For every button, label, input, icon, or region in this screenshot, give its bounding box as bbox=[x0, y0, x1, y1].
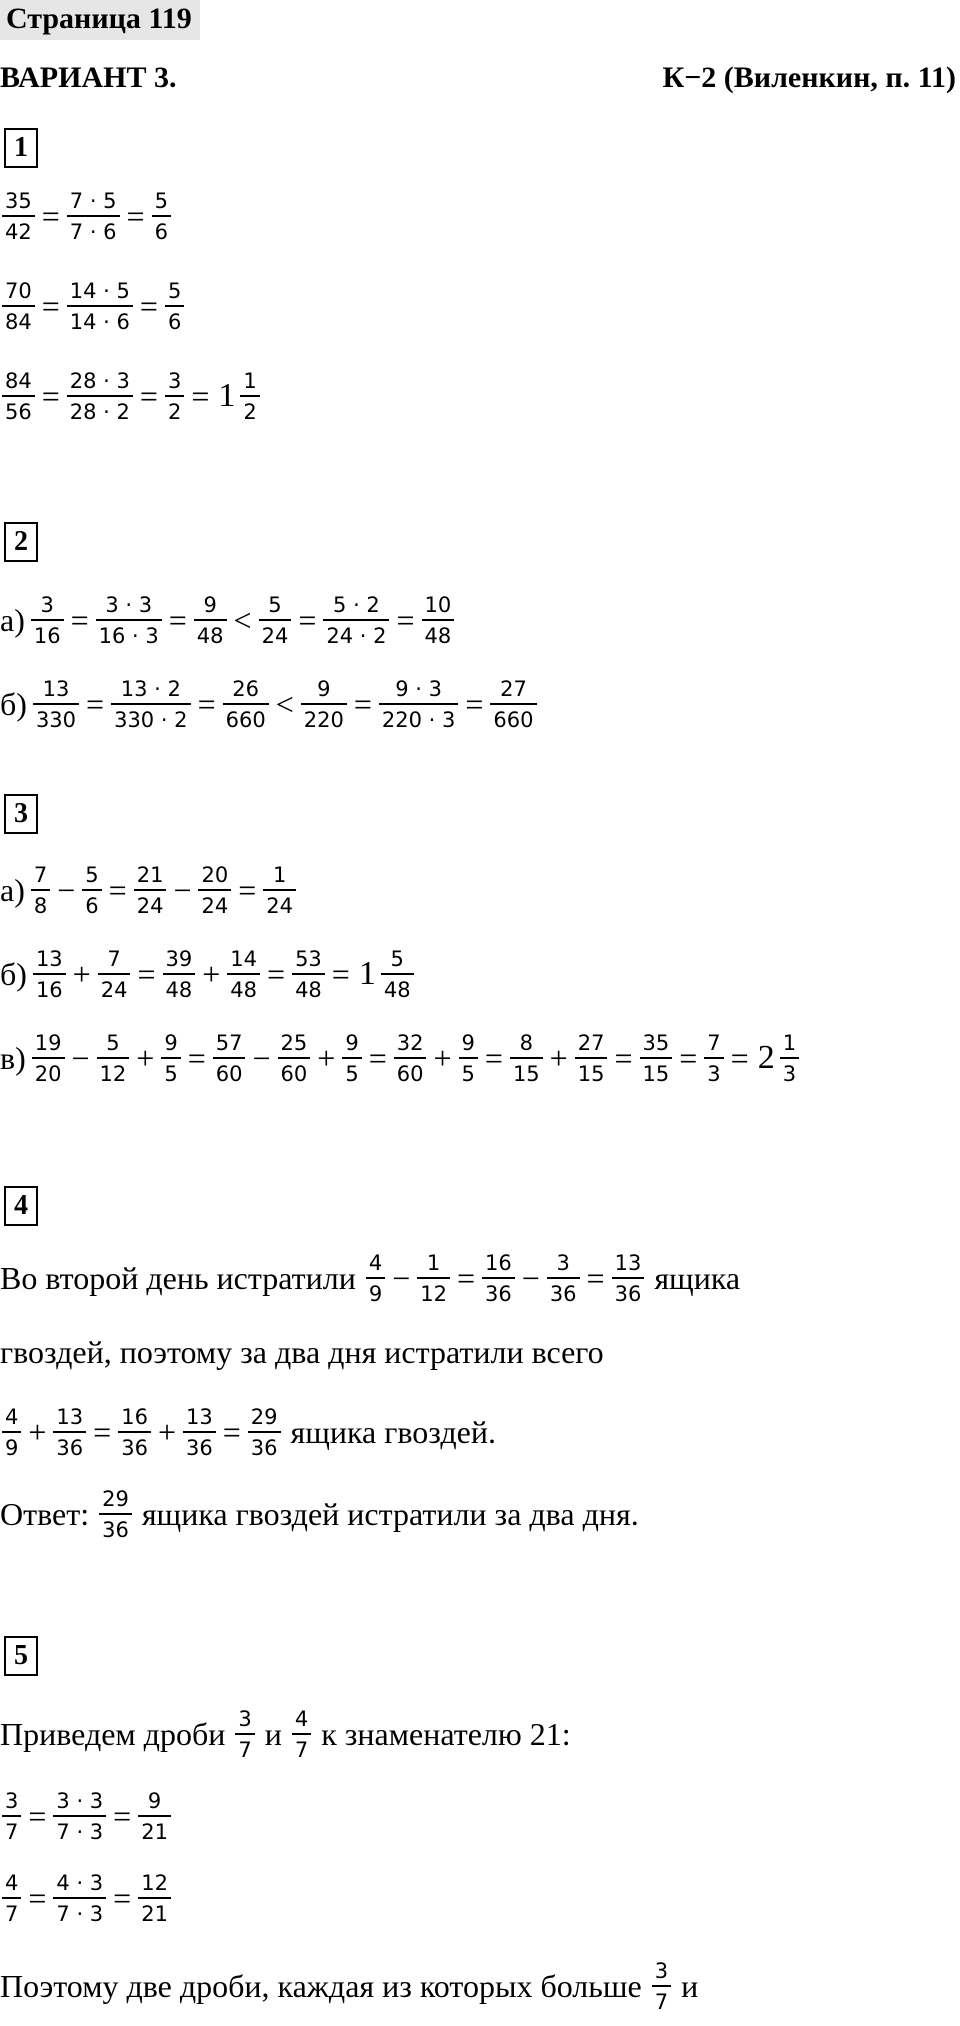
denominator: 12 bbox=[97, 1057, 130, 1087]
numerator: 70 bbox=[5, 278, 32, 303]
math-row bbox=[0, 356, 262, 436]
fraction bbox=[235, 1706, 254, 1763]
operator: = bbox=[187, 1039, 206, 1076]
operator: = bbox=[28, 1879, 47, 1916]
task-number-box: 4 bbox=[4, 1186, 38, 1226]
operator: = bbox=[484, 1039, 503, 1076]
numerator: 13 bbox=[35, 946, 63, 971]
math-row bbox=[0, 266, 186, 346]
operator: = bbox=[139, 287, 158, 324]
numerator: 5 bbox=[106, 1030, 120, 1055]
operator: = bbox=[396, 601, 415, 638]
fraction bbox=[2, 1788, 21, 1845]
text-fragment: ящика bbox=[646, 1259, 741, 1296]
denominator: 7 · 3 bbox=[53, 1897, 106, 1927]
denominator: 660 bbox=[223, 703, 269, 733]
denominator: 7 · 3 bbox=[53, 1815, 106, 1845]
text-row bbox=[0, 1946, 698, 2026]
operator: = bbox=[113, 1879, 132, 1916]
operator: − bbox=[71, 1039, 90, 1076]
fraction bbox=[53, 1870, 106, 1927]
numerator: 9 · 3 bbox=[395, 676, 442, 701]
operator: = bbox=[126, 197, 145, 234]
operator: + bbox=[202, 955, 221, 992]
fraction bbox=[417, 1250, 450, 1307]
item-label: б) bbox=[0, 955, 27, 992]
fraction bbox=[640, 1030, 673, 1087]
numerator: 7 bbox=[33, 862, 48, 887]
fraction bbox=[379, 676, 458, 733]
numerator: 13 · 2 bbox=[120, 676, 181, 701]
numerator: 3 bbox=[238, 1706, 252, 1731]
fraction bbox=[165, 368, 184, 425]
denominator: 48 bbox=[227, 973, 260, 1003]
text-fragment: ящика гвоздей. bbox=[282, 1413, 496, 1450]
numerator: 1 bbox=[272, 862, 287, 887]
math-row bbox=[0, 850, 298, 930]
operator: = bbox=[28, 1797, 47, 1834]
denominator: 12 bbox=[417, 1277, 450, 1307]
fraction bbox=[510, 1030, 543, 1087]
denominator: 20 bbox=[32, 1057, 65, 1087]
denominator: 5 bbox=[161, 1057, 180, 1087]
numerator: 5 bbox=[85, 862, 99, 887]
denominator: 330 · 2 bbox=[111, 703, 190, 733]
text-line: гвоздей, поэтому за два дня истратили всего bbox=[0, 1334, 604, 1370]
operator: + bbox=[433, 1039, 452, 1076]
operator: = bbox=[108, 871, 127, 908]
fraction bbox=[111, 676, 190, 733]
numerator: 20 bbox=[201, 862, 229, 887]
operator: = bbox=[191, 377, 210, 414]
text-fragment: и bbox=[256, 1715, 290, 1752]
denominator: 48 bbox=[422, 619, 455, 649]
numerator: 5 · 2 bbox=[333, 592, 380, 617]
operator: = bbox=[139, 377, 158, 414]
numerator: 3 bbox=[654, 1958, 669, 1983]
denominator: 3 bbox=[704, 1057, 723, 1087]
numerator: 1 bbox=[243, 368, 257, 393]
denominator: 9 bbox=[366, 1277, 385, 1307]
operator: − bbox=[521, 1259, 540, 1296]
denominator: 84 bbox=[2, 305, 35, 335]
numerator: 27 bbox=[577, 1030, 605, 1055]
math-row bbox=[0, 1776, 173, 1856]
fraction bbox=[138, 1870, 171, 1927]
numerator: 4 bbox=[294, 1706, 309, 1731]
numerator: 9 bbox=[147, 1788, 162, 1813]
numerator: 9 bbox=[203, 592, 217, 617]
fraction bbox=[490, 676, 536, 733]
numerator: 57 bbox=[215, 1030, 243, 1055]
denominator: 16 bbox=[33, 973, 66, 1003]
task-number-box: 3 bbox=[4, 794, 38, 834]
denominator: 36 bbox=[99, 1513, 132, 1543]
numerator: 13 bbox=[185, 1404, 213, 1429]
text-row bbox=[0, 1238, 740, 1318]
denominator: 24 bbox=[134, 889, 167, 919]
fraction bbox=[323, 592, 389, 649]
fraction bbox=[482, 1250, 515, 1307]
numerator: 35 bbox=[642, 1030, 670, 1055]
fraction bbox=[33, 946, 66, 1003]
fraction bbox=[96, 592, 162, 649]
operator: = bbox=[267, 955, 286, 992]
text-fragment: Ответ: bbox=[0, 1495, 98, 1532]
fraction bbox=[163, 946, 196, 1003]
fraction bbox=[422, 592, 455, 649]
numerator: 3 bbox=[40, 592, 54, 617]
numerator: 8 bbox=[519, 1030, 533, 1055]
operator: − bbox=[252, 1039, 271, 1076]
denominator: 8 bbox=[31, 889, 50, 919]
numerator: 9 bbox=[345, 1030, 359, 1055]
denominator: 36 bbox=[183, 1431, 216, 1461]
denominator: 5 bbox=[342, 1057, 361, 1087]
operator: + bbox=[549, 1039, 568, 1076]
fraction bbox=[223, 676, 269, 733]
numerator: 5 bbox=[390, 946, 404, 971]
numerator: 35 bbox=[5, 188, 32, 213]
fraction bbox=[198, 862, 231, 919]
numerator: 14 · 5 bbox=[69, 278, 130, 303]
numerator: 9 bbox=[164, 1030, 178, 1055]
numerator: 5 bbox=[154, 188, 168, 213]
fraction bbox=[259, 592, 292, 649]
fraction bbox=[381, 946, 414, 1003]
fraction bbox=[183, 1404, 216, 1461]
denominator: 21 bbox=[138, 1897, 171, 1927]
fraction bbox=[67, 278, 133, 335]
math-row bbox=[0, 580, 456, 660]
operator: = bbox=[70, 601, 89, 638]
denominator: 2 bbox=[165, 395, 184, 425]
numerator: 3 bbox=[5, 1788, 19, 1813]
operator: = bbox=[331, 955, 350, 992]
operator: = bbox=[41, 377, 60, 414]
numerator: 4 bbox=[368, 1250, 383, 1275]
operator: = bbox=[368, 1039, 387, 1076]
denominator: 56 bbox=[2, 395, 35, 425]
numerator: 39 bbox=[165, 946, 193, 971]
denominator: 7 bbox=[292, 1733, 311, 1763]
reference-title: К−2 (Виленкин, п. 11) bbox=[662, 61, 956, 94]
fraction bbox=[33, 676, 79, 733]
denominator: 6 bbox=[82, 889, 101, 919]
fraction bbox=[612, 1250, 645, 1307]
numerator: 27 bbox=[500, 676, 527, 701]
variant-title: ВАРИАНТ 3. bbox=[0, 61, 177, 94]
operator: + bbox=[157, 1413, 176, 1450]
fraction bbox=[134, 862, 167, 919]
numerator: 3 · 3 bbox=[105, 592, 153, 617]
operator: = bbox=[113, 1797, 132, 1834]
fraction bbox=[342, 1030, 361, 1087]
fraction bbox=[161, 1030, 180, 1087]
fraction bbox=[165, 278, 184, 335]
denominator: 15 bbox=[575, 1057, 608, 1087]
fraction bbox=[2, 278, 35, 335]
denominator: 7 · 6 bbox=[67, 215, 120, 245]
item-label: а) bbox=[0, 871, 25, 908]
task-number-box: 5 bbox=[4, 1636, 38, 1676]
denominator: 24 bbox=[198, 889, 231, 919]
operator: = bbox=[86, 685, 105, 722]
operator: = bbox=[41, 197, 60, 234]
denominator: 48 bbox=[292, 973, 325, 1003]
denominator: 28 · 2 bbox=[67, 395, 133, 425]
numerator: 13 bbox=[614, 1250, 642, 1275]
page-number-tag: Страница 119 bbox=[0, 0, 200, 40]
text-fragment: Приведем дроби bbox=[0, 1715, 234, 1752]
whole-part: 1 bbox=[358, 955, 376, 992]
numerator: 3 · 3 bbox=[56, 1788, 104, 1813]
operator: = bbox=[679, 1039, 698, 1076]
denominator: 5 bbox=[459, 1057, 478, 1087]
denominator: 60 bbox=[394, 1057, 427, 1087]
numerator: 16 bbox=[485, 1250, 512, 1275]
fraction bbox=[547, 1250, 580, 1307]
fraction bbox=[138, 1788, 171, 1845]
numerator: 53 bbox=[295, 946, 322, 971]
item-label: б) bbox=[0, 685, 27, 722]
denominator: 48 bbox=[194, 619, 227, 649]
fraction bbox=[152, 188, 171, 245]
fraction bbox=[652, 1958, 671, 2015]
fraction bbox=[278, 1030, 311, 1087]
fraction bbox=[227, 946, 260, 1003]
denominator: 36 bbox=[612, 1277, 645, 1307]
denominator: 6 bbox=[165, 305, 184, 335]
denominator: 7 bbox=[235, 1733, 254, 1763]
numerator: 16 bbox=[121, 1404, 148, 1429]
numerator: 28 · 3 bbox=[69, 368, 130, 393]
task-number-box: 1 bbox=[4, 128, 38, 168]
numerator: 7 · 5 bbox=[69, 188, 117, 213]
denominator: 24 · 2 bbox=[323, 619, 389, 649]
fraction bbox=[194, 592, 227, 649]
denominator: 7 bbox=[2, 1815, 21, 1845]
fraction bbox=[301, 676, 347, 733]
denominator: 42 bbox=[2, 215, 35, 245]
task-number-box: 2 bbox=[4, 522, 38, 562]
numerator: 13 bbox=[56, 1404, 84, 1429]
numerator: 4 · 3 bbox=[56, 1870, 104, 1895]
math-row bbox=[0, 1018, 801, 1098]
denominator: 15 bbox=[510, 1057, 543, 1087]
text-row bbox=[0, 1694, 571, 1774]
denominator: 21 bbox=[138, 1815, 171, 1845]
numerator: 1 bbox=[426, 1250, 441, 1275]
numerator: 9 bbox=[317, 676, 331, 701]
operator: − bbox=[57, 871, 76, 908]
text-fragment: Поэтому две дроби, каждая из которых больше bbox=[0, 1967, 650, 2004]
operator: + bbox=[317, 1039, 336, 1076]
denominator: 7 bbox=[652, 1985, 671, 2015]
fraction bbox=[2, 1870, 21, 1927]
denominator: 24 bbox=[259, 619, 292, 649]
denominator: 220 bbox=[301, 703, 347, 733]
denominator: 36 bbox=[248, 1431, 281, 1461]
operator: − bbox=[173, 871, 192, 908]
numerator: 13 bbox=[42, 676, 70, 701]
math-row bbox=[0, 1858, 173, 1938]
fraction bbox=[67, 368, 133, 425]
operator: = bbox=[298, 601, 317, 638]
answer-row bbox=[0, 1474, 639, 1554]
denominator: 60 bbox=[213, 1057, 246, 1087]
fraction bbox=[31, 592, 64, 649]
operator: = bbox=[353, 685, 372, 722]
denominator: 48 bbox=[381, 973, 414, 1003]
fraction bbox=[53, 1788, 106, 1845]
fraction bbox=[118, 1404, 151, 1461]
operator: = bbox=[586, 1259, 605, 1296]
denominator: 16 · 3 bbox=[96, 619, 162, 649]
fraction bbox=[31, 862, 50, 919]
numerator: 5 bbox=[268, 592, 282, 617]
operator: = bbox=[465, 685, 484, 722]
fraction bbox=[263, 862, 296, 919]
denominator: 36 bbox=[547, 1277, 580, 1307]
fraction bbox=[704, 1030, 723, 1087]
denominator: 330 bbox=[33, 703, 79, 733]
denominator: 6 bbox=[152, 215, 171, 245]
fraction bbox=[459, 1030, 478, 1087]
fraction bbox=[98, 946, 131, 1003]
operator: = bbox=[168, 601, 187, 638]
operator: = bbox=[41, 287, 60, 324]
text-fragment: ящика гвоздей истратили за два дня. bbox=[133, 1495, 639, 1532]
item-label: а) bbox=[0, 601, 25, 638]
fraction bbox=[240, 368, 259, 425]
operator: + bbox=[28, 1413, 47, 1450]
operator: = bbox=[456, 1259, 476, 1296]
fraction bbox=[292, 946, 325, 1003]
numerator: 29 bbox=[250, 1404, 278, 1429]
item-label: в) bbox=[0, 1039, 26, 1076]
denominator: 3 bbox=[780, 1057, 799, 1087]
text-fragment: к знаменателю 21: bbox=[313, 1715, 571, 1752]
denominator: 2 bbox=[240, 395, 259, 425]
fraction bbox=[2, 1404, 21, 1461]
denominator: 60 bbox=[278, 1057, 311, 1087]
fraction bbox=[366, 1250, 385, 1307]
denominator: 36 bbox=[118, 1431, 151, 1461]
fraction bbox=[213, 1030, 246, 1087]
operator: + bbox=[72, 955, 91, 992]
numerator: 32 bbox=[396, 1030, 424, 1055]
operator: < bbox=[275, 685, 294, 722]
whole-part: 1 bbox=[218, 377, 236, 414]
fraction bbox=[99, 1486, 132, 1543]
math-row bbox=[0, 1392, 496, 1472]
math-row bbox=[0, 176, 173, 256]
fraction bbox=[2, 368, 35, 425]
fraction bbox=[575, 1030, 608, 1087]
fraction bbox=[32, 1030, 65, 1087]
denominator: 36 bbox=[482, 1277, 515, 1307]
numerator: 29 bbox=[102, 1486, 129, 1511]
numerator: 3 bbox=[167, 368, 182, 393]
math-row bbox=[0, 934, 416, 1014]
fraction bbox=[82, 862, 101, 919]
numerator: 7 bbox=[707, 1030, 721, 1055]
numerator: 3 bbox=[556, 1250, 570, 1275]
denominator: 660 bbox=[490, 703, 536, 733]
numerator: 84 bbox=[5, 368, 32, 393]
operator: = bbox=[222, 1413, 241, 1450]
denominator: 16 bbox=[31, 619, 64, 649]
numerator: 25 bbox=[280, 1030, 308, 1055]
denominator: 7 bbox=[2, 1897, 21, 1927]
operator: = bbox=[137, 955, 156, 992]
fraction bbox=[53, 1404, 86, 1461]
operator: < bbox=[233, 601, 252, 638]
numerator: 26 bbox=[232, 676, 260, 701]
fraction bbox=[97, 1030, 130, 1087]
fraction bbox=[2, 188, 35, 245]
denominator: 24 bbox=[98, 973, 131, 1003]
denominator: 24 bbox=[263, 889, 296, 919]
operator: = bbox=[238, 871, 257, 908]
numerator: 5 bbox=[167, 278, 182, 303]
numerator: 4 bbox=[5, 1870, 19, 1895]
numerator: 12 bbox=[141, 1870, 168, 1895]
denominator: 9 bbox=[2, 1431, 21, 1461]
fraction bbox=[248, 1404, 281, 1461]
numerator: 14 bbox=[230, 946, 258, 971]
operator: = bbox=[614, 1039, 633, 1076]
denominator: 220 · 3 bbox=[379, 703, 458, 733]
numerator: 9 bbox=[461, 1030, 475, 1055]
numerator: 19 bbox=[34, 1030, 62, 1055]
whole-part: 2 bbox=[757, 1039, 775, 1076]
text-fragment: и bbox=[673, 1967, 699, 2004]
math-row bbox=[0, 664, 539, 744]
numerator: 4 bbox=[5, 1404, 19, 1429]
fraction bbox=[67, 188, 120, 245]
operator: − bbox=[392, 1259, 411, 1296]
fraction bbox=[394, 1030, 427, 1087]
numerator: 1 bbox=[782, 1030, 797, 1055]
numerator: 7 bbox=[107, 946, 121, 971]
operator: = bbox=[730, 1039, 749, 1076]
fraction bbox=[292, 1706, 311, 1763]
operator: = bbox=[197, 685, 216, 722]
fraction bbox=[780, 1030, 799, 1087]
denominator: 15 bbox=[640, 1057, 673, 1087]
numerator: 21 bbox=[136, 862, 164, 887]
text-fragment: Во второй день истратили bbox=[0, 1259, 364, 1296]
denominator: 48 bbox=[163, 973, 196, 1003]
numerator: 10 bbox=[424, 592, 452, 617]
denominator: 36 bbox=[53, 1431, 86, 1461]
operator: = bbox=[93, 1413, 112, 1450]
operator: + bbox=[136, 1039, 155, 1076]
denominator: 14 · 6 bbox=[67, 305, 133, 335]
